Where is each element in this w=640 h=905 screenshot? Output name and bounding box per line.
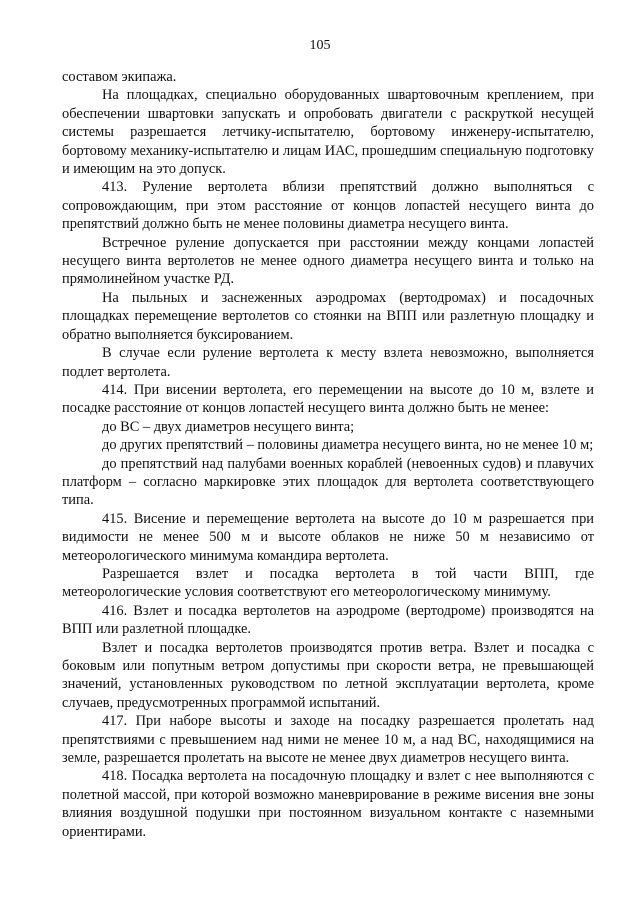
- paragraph: до ВС – двух диаметров несущего винта;: [102, 418, 355, 435]
- paragraph: Встречное руление допускается при расстоянии между концами лопастей несущего винта вертолетов не менее одного диаметра несущего винта и только на прямолинейном участке РД.: [62, 234, 594, 288]
- paragraph: На пыльных и заснеженных аэродромах (вертодромах) и посадочных площадках перемещение вертолетов со стоянки на ВПП или разлетную площадку и обратно выполняется буксированием.: [62, 289, 594, 343]
- paragraph: Взлет и посадка вертолетов производятся против ветра. Взлет и посадка с боковым или попутным ветром допустимы при скорости ветра, не превышающей значений, установленных руководством по летной эксплуатации вертолета, кроме случаев, предусмотренных программой испытаний.: [62, 639, 594, 711]
- paragraph-item-414: 414. При висении вертолета, его перемещении на высоте до 10 м, взлете и посадке расстояние от концов лопастей несущего винта должно быть не менее:: [62, 381, 594, 417]
- page-number: 105: [309, 38, 331, 53]
- body-text: [62, 68, 594, 841]
- paragraph: до препятствий над палубами военных кораблей (невоенных судов) и плавучих платформ – согласно маркировке этих площадок для вертолета соответствующего типа.: [62, 455, 594, 509]
- paragraph: На площадках, специально оборудованных швартовочным креплением, при обеспечении швартовки запускать и опробовать двигатели с раскруткой несущей системы разрешается летчику-испытателю, бортовому инженеру-испытателю, бортовому механику-испытателю и лицам ИАС, прошедшим специальную подготовку и имеющим на это допуск.: [62, 87, 594, 178]
- paragraph-item-415: 415. Висение и перемещение вертолета на высоте до 10 м разрешается при видимости не менее 500 м и высоте облаков не ниже 50 м независимо от метеорологического минимума командира вертолета.: [62, 510, 594, 564]
- paragraph-item-417: 417. При наборе высоты и заходе на посадку разрешается пролетать над препятствиями с превышением над ними не менее 10 м, а над ВС, находящимися на земле, разрешается пролетать на высоте не менее двух диаметров несущего винта.: [62, 713, 594, 767]
- paragraph-item-413: 413. Руление вертолета вблизи препятствий должно выполняться с сопровождающим, при этом расстояние от концов лопастей несущего винта до препятствий должно быть не менее половины диаметра несущего винта.: [62, 179, 594, 233]
- paragraph-item-418: 418. Посадка вертолета на посадочную площадку и взлет с нее выполняются с полетной массой, при которой возможно маневрирование в режиме висения вне зоны влияния воздушной подушки при постоянном визуальном контакте с наземными ориентирами.: [62, 768, 594, 840]
- paragraph: составом экипажа.: [62, 69, 177, 85]
- paragraph: В случае если руление вертолета к месту взлета невозможно, выполняется подлет вертолета.: [62, 345, 594, 380]
- paragraph: Разрешается взлет и посадка вертолета в той части ВПП, где метеорологические условия соответствуют его метеорологическому минимуму.: [62, 565, 594, 601]
- paragraph-item-416: 416. Взлет и посадка вертолетов на аэродроме (вертодроме) производятся на ВПП или разлетной площадке.: [62, 602, 594, 638]
- paragraph: до других препятствий – половины диаметра несущего винта, но не менее 10 м;: [102, 437, 594, 454]
